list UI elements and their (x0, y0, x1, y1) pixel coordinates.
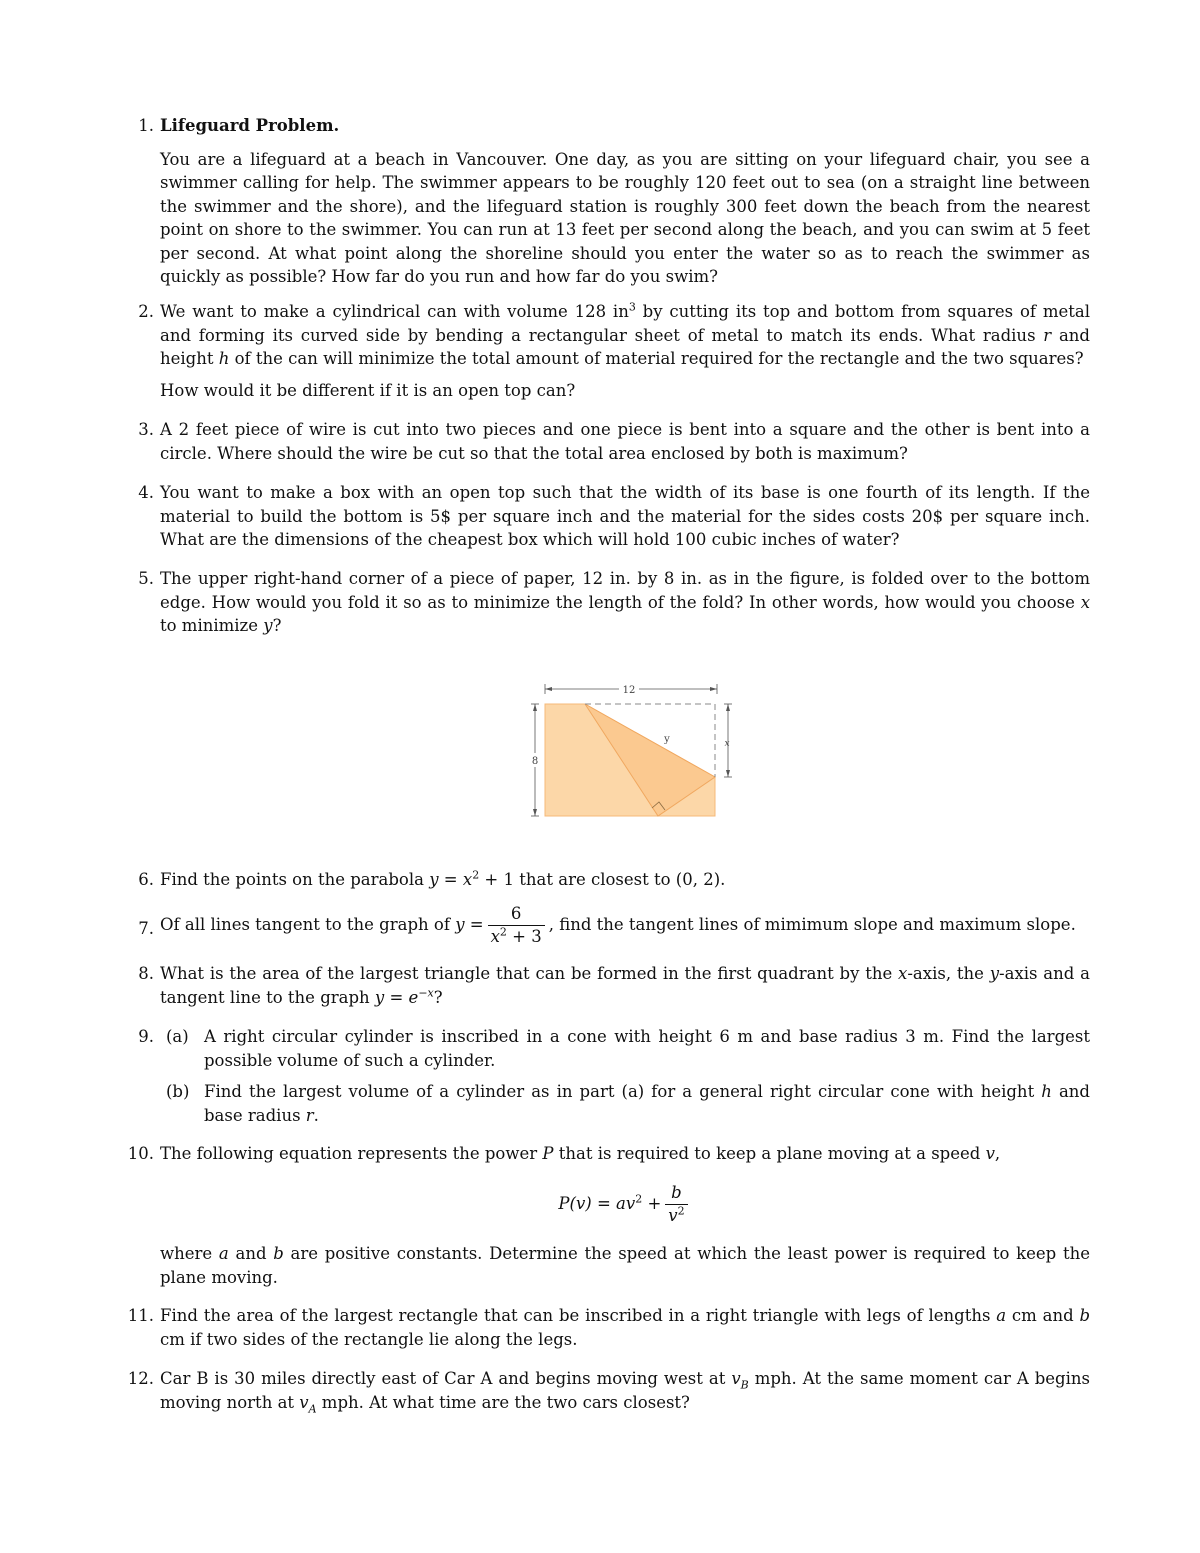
height-label: 8 (531, 756, 539, 767)
problem-6 (138, 868, 1090, 892)
problem-number: 7. (138, 919, 154, 938)
problem-number: 3. (138, 420, 154, 439)
problem-number: 5. (138, 569, 154, 588)
fraction: $\frac{6}{x^2 + 3}$ (488, 903, 545, 948)
problem-5 (138, 567, 1090, 638)
problem-text: A 2 feet piece of wire is cut into two pieces and one piece is bent into a square and the other is bent into a circle. Where should the wire be cut so that the total area enclosed by both is maximum? (160, 420, 1090, 463)
problem-11 (127, 1304, 1090, 1351)
problem-number: 11. (127, 1306, 154, 1325)
problem-followup: How would it be different if it is an open top can? (160, 380, 576, 400)
problem-3 (138, 418, 1090, 465)
fold-label: y (664, 734, 670, 745)
problem-text: Find the area of the largest rectangle that can be inscribed in a right triangle with legs of lengths a cm and b cm if two sides of the rectangle lie along the legs. (160, 1306, 1090, 1349)
problem-text: Car B is 30 miles directly east of Car A and begins moving west at $v_B$ mph. At the same moment car A begins moving north at $v_A$ mph. At what time are the two cars closest? (160, 1369, 1090, 1415)
problem-2 (138, 300, 1090, 402)
power-equation: $P(v) = av^2$ + $\frac{b}{v^2}$ (160, 1182, 1090, 1227)
problem-title: Lifeguard Problem. (160, 116, 340, 135)
problem-8 (138, 962, 1090, 1009)
problem-number: 12. (127, 1369, 154, 1388)
problem-1 (138, 114, 1090, 289)
problem-4 (138, 481, 1090, 552)
problem-10 (127, 1142, 1090, 1292)
problem-number: 4. (138, 483, 154, 502)
problem-text: The following equation represents the power P that is required to keep a plane moving at a speed v, (160, 1144, 1001, 1163)
problem-number: 10. (127, 1144, 154, 1163)
problem-text: What is the area of the largest triangle that can be formed in the first quadrant by the x-axis, the y-axis and a tangent line to the graph $y = e^{-x}$? (160, 964, 1090, 1007)
problem-number: 2. (138, 302, 154, 321)
problem-text: The upper right-hand corner of a piece of paper, 12 in. by 8 in. as in the figure, is folded over to the bottom edge. How would you fold it so as to minimize the length of the fold? In other words, how would you choose x to minimize y? (160, 569, 1090, 635)
problem-text-continued: where a and b are positive constants. Determine the speed at which the least power is required to keep the plane moving. (160, 1244, 1090, 1287)
problem-12 (127, 1367, 1090, 1415)
problem-text: Of all lines tangent to the graph of y = $\frac{6}{x^2 + 3}$ , find the tangent lines of mimimum slope and maximum slope. (160, 904, 1076, 946)
paper-fold-figure (525, 680, 735, 825)
problem-9 (138, 1025, 1090, 1125)
problem-text: You are a lifeguard at a beach in Vancouver. One day, as you are sitting on your lifeguard chair, you see a swimmer calling for help. The swimmer appears to be roughly 120 feet out to sea (on a straight line between the swimmer and the shore), and the lifeguard station is roughly 300 feet down the beach from the nearest point on shore to the swimmer. You can run at 13 feet per second along the beach, and you can swim at 5 feet per second. At what point along the shoreline should you enter the water so as to reach the swimmer as quickly as possible? How far do you run and how far do you swim? (160, 149, 1090, 286)
problem-9a: (a) A right circular cylinder is inscribed in a cone with height 6 m and base radius 3 m. Find the largest possible volume of such a cylinder. (166, 1027, 1090, 1070)
x-label: x (724, 739, 730, 749)
problem-7 (138, 903, 1090, 948)
problem-text: We want to make a cylindrical can with volume 128 $in^3$ by cutting its top and bottom from squares of metal and forming its curved side by bending a rectangular sheet of metal to match its ends. What radius r and height h of the can will minimize the total amount of material required for the rectangle and the two squares? (160, 300, 1090, 368)
problem-text: Find the points on the parabola $y = x^2 + 1$ that are closest to (0, 2). (160, 868, 726, 889)
problem-number: 8. (138, 964, 154, 983)
problem-number: 1. (138, 116, 154, 135)
problem-text: You want to make a box with an open top such that the width of its base is one fourth of its length. If the material to build the bottom is 5$ per square inch and the material for the sides costs 20$ per square inch. What are the dimensions of the cheapest box which will hold 100 cubic inches of water? (160, 483, 1090, 549)
width-label: 12 (622, 685, 636, 696)
problem-number: 9. (138, 1027, 154, 1046)
problem-number: 6. (138, 870, 154, 889)
problem-9b: (b) Find the largest volume of a cylinder as in part (a) for a general right circular cone with height h and base radius r. (166, 1082, 1090, 1125)
